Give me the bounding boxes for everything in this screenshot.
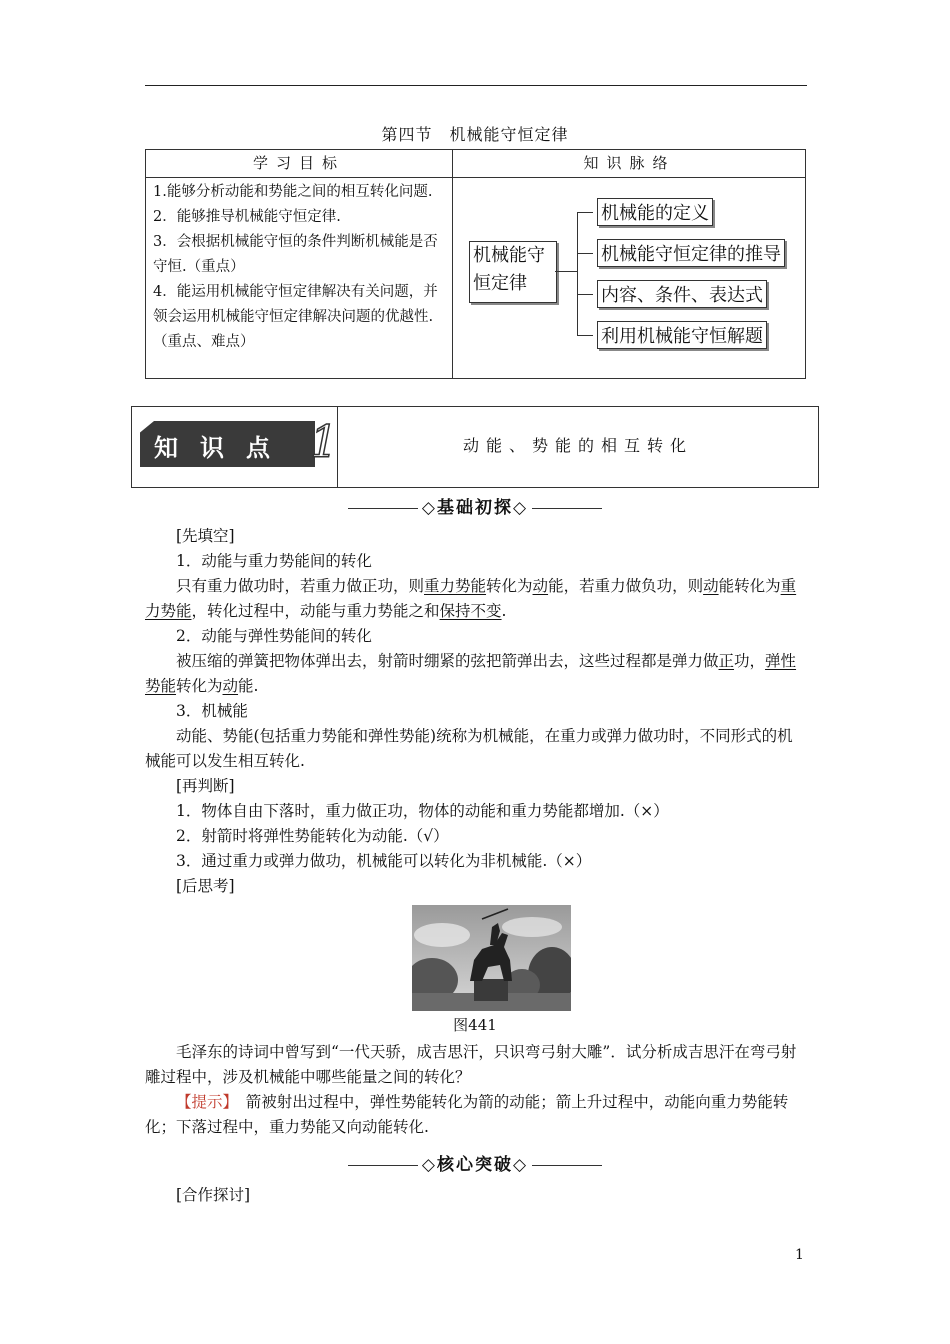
goal-item: 2．能够推导机械能守恒定律. (153, 209, 341, 225)
question-text: 毛泽东的诗词中曾写到“一代天骄，成吉思汗，只识弯弓射大雕”．试分析成吉思汗在弯弓射雕过程中，涉及机械能中哪些能量之间的转化？ (145, 1043, 797, 1086)
banner-topic: 动能、势能的相互转化 (462, 436, 693, 455)
page-title: 第四节 机械能守恒定律 (381, 125, 569, 144)
subheading: 1．动能与重力势能间的转化 (176, 552, 372, 570)
statue-photo (412, 905, 571, 1011)
discuss-block (145, 1183, 808, 1208)
objectives-table (145, 149, 806, 379)
goals-list (153, 180, 445, 355)
judgement-item: 1．物体自由下落时，重力做正功，物体的动能和重力势能都增加.（×） (176, 802, 669, 820)
banner-number: 1 (310, 417, 338, 468)
question-block (145, 1040, 808, 1140)
map-item: 机械能的定义 (597, 198, 713, 226)
judgement-item: 3．通过重力或弹力做功，机械能可以转化为非机械能.（×） (176, 852, 592, 870)
subheading: 2．动能与弹性势能间的转化 (176, 627, 372, 645)
figure-caption: 图441 (453, 1016, 497, 1034)
paragraph: 只有重力做功时，若重力做正功，则重力势能转化为动能，若重力做负功，则动能转化为重力势能，转化过程中，动能与重力势能之和保持不变. (145, 577, 797, 620)
judgement-item: 2．射箭时将弹性势能转化为动能.（√） (176, 827, 449, 845)
think-label: [后思考] (176, 877, 235, 895)
goal-item: 3．会根据机械能守恒的条件判断机械能是否守恒.（重点） (153, 234, 438, 275)
paragraph: 动能、势能(包括重力势能和弹性势能)统称为机械能，在重力或弹力做功时，不同形式的机械能可以发生相互转化. (145, 727, 793, 770)
knowledge-point-banner (131, 406, 819, 488)
hint-label: 【提示】 (176, 1093, 231, 1111)
fill-label: [先填空] (176, 527, 235, 545)
goal-item: 1.能够分析动能和势能之间的相互转化问题. (153, 184, 433, 200)
page-number: 1 (795, 1247, 804, 1263)
map-item: 利用机械能守恒解题 (597, 321, 767, 349)
banner-label: 知识点 (154, 434, 292, 462)
map-root: 机械能守恒定律 (469, 241, 557, 303)
table-header-map: 知识脉络 (583, 154, 676, 172)
table-header-goals: 学习目标 (252, 154, 345, 172)
header-rule (145, 85, 807, 86)
discuss-label: [合作探讨] (176, 1186, 251, 1204)
map-item: 机械能守恒定律的推导 (597, 239, 785, 267)
subheading: 3．机械能 (176, 702, 248, 720)
goal-item: 4．能运用机械能守恒定律解决有关问题，并领会运用机械能守恒定律解决问题的优越性.（重点、难点） (153, 284, 438, 350)
section-heading-core: ◇核心突破◇ (0, 1150, 950, 1175)
map-item: 内容、条件、表达式 (597, 280, 767, 308)
judge-label: [再判断] (176, 777, 235, 795)
paragraph: 被压缩的弹簧把物体弹出去，射箭时绷紧的弦把箭弹出去，这些过程都是弹力做正功，弹性势能转化为动能. (145, 652, 797, 695)
hint-paragraph: 【提示】 箭被射出过程中，弹性势能转化为箭的动能；箭上升过程中，动能向重力势能转化；下落过程中，重力势能又向动能转化. (145, 1093, 789, 1136)
body-text (145, 524, 808, 899)
section-heading-basic: ◇基础初探◇ (0, 493, 950, 518)
